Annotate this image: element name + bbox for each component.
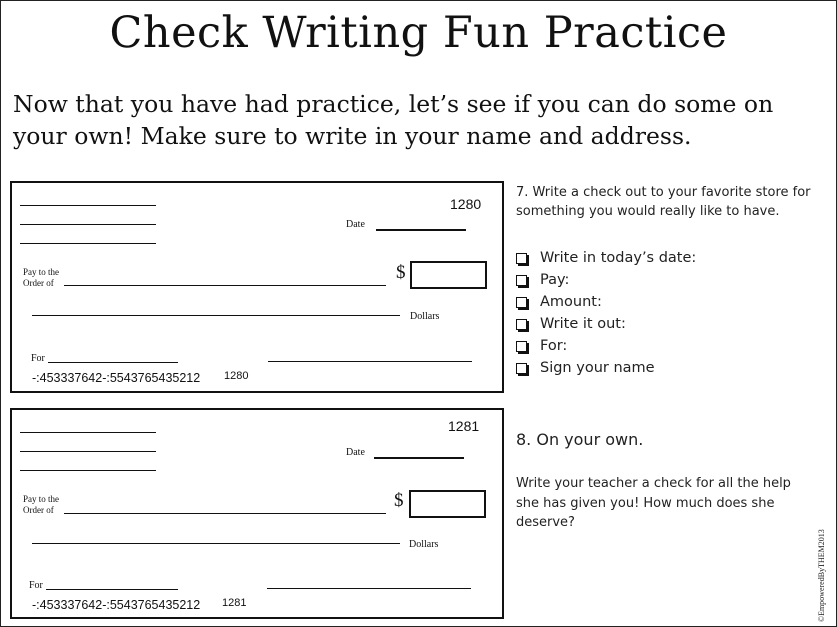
checkbox-icon[interactable]	[516, 253, 527, 264]
pay-to-line2: Order of	[23, 505, 54, 515]
checkbox-icon[interactable]	[516, 363, 527, 374]
for-label: For	[31, 353, 45, 364]
question-8-text: Write your teacher a check for all the help she has given you! How much does she deserve?	[516, 476, 791, 530]
address-line[interactable]	[20, 205, 156, 206]
address-line[interactable]	[20, 470, 156, 471]
pay-to-label	[23, 267, 59, 289]
micr-check-number: 1280	[224, 370, 249, 382]
address-line[interactable]	[20, 243, 156, 244]
date-label: Date	[346, 447, 365, 458]
amount-box[interactable]	[410, 261, 487, 289]
check-number: 1281	[448, 418, 480, 434]
checklist-item-write-out[interactable]	[516, 313, 696, 335]
checklist-label: Write it out:	[540, 316, 626, 332]
checklist-item-amount[interactable]	[516, 291, 696, 313]
checkbox-icon[interactable]	[516, 297, 527, 308]
dollar-sign: $	[396, 262, 406, 283]
micr-check-number: 1281	[222, 597, 247, 609]
amount-words-line[interactable]	[32, 315, 400, 316]
address-line[interactable]	[20, 451, 156, 452]
address-line[interactable]	[20, 432, 156, 433]
amount-box[interactable]	[409, 490, 486, 518]
page-title: Check Writing Fun Practice	[109, 8, 728, 58]
check-1281	[10, 408, 504, 619]
date-line[interactable]	[376, 229, 466, 231]
address-line[interactable]	[20, 224, 156, 225]
dollars-label: Dollars	[409, 539, 439, 550]
checklist-label: Sign your name	[540, 360, 655, 376]
check-number: 1280	[450, 196, 482, 212]
copyright-notice: ©EmpoweredByTHEM2013	[817, 529, 826, 622]
checklist-label: Pay:	[540, 272, 570, 288]
checklist-label: Amount:	[540, 294, 602, 310]
for-label: For	[29, 580, 43, 591]
dollar-sign: $	[394, 490, 404, 511]
payee-line[interactable]	[64, 285, 386, 286]
checklist-item-pay[interactable]	[516, 269, 696, 291]
micr-line: -:453337642-:5543765435212	[32, 371, 201, 385]
memo-line[interactable]	[48, 362, 178, 363]
checklist-item-sign[interactable]	[516, 357, 696, 379]
signature-line[interactable]	[268, 361, 472, 362]
amount-words-line[interactable]	[32, 543, 400, 544]
checklist-item-date[interactable]	[516, 247, 696, 269]
checklist-label: Write in today’s date:	[540, 250, 697, 266]
checklist	[516, 247, 696, 379]
payee-line[interactable]	[64, 513, 386, 514]
check-1280	[10, 181, 504, 393]
dollars-label: Dollars	[410, 311, 440, 322]
memo-line[interactable]	[46, 589, 178, 590]
signature-line[interactable]	[267, 588, 471, 589]
pay-to-line2: Order of	[23, 278, 54, 288]
pay-to-line1: Pay to the	[23, 494, 59, 504]
date-label: Date	[346, 219, 365, 230]
intro-text: Now that you have had practice, let’s see if you can do some on your own! Make sure to write in your name and address.	[13, 90, 774, 150]
date-line[interactable]	[374, 457, 464, 459]
checkbox-icon[interactable]	[516, 319, 527, 330]
checklist-item-for[interactable]	[516, 335, 696, 357]
micr-line: -:453337642-:5543765435212	[32, 598, 201, 612]
pay-to-label	[23, 494, 59, 516]
checklist-label: For:	[540, 338, 568, 354]
question-7: 7. Write a check out to your favorite store for something you would really like to have.	[516, 185, 811, 219]
checkbox-icon[interactable]	[516, 275, 527, 286]
checkbox-icon[interactable]	[516, 341, 527, 352]
pay-to-line1: Pay to the	[23, 267, 59, 277]
question-8-heading: 8. On your own.	[516, 430, 644, 449]
